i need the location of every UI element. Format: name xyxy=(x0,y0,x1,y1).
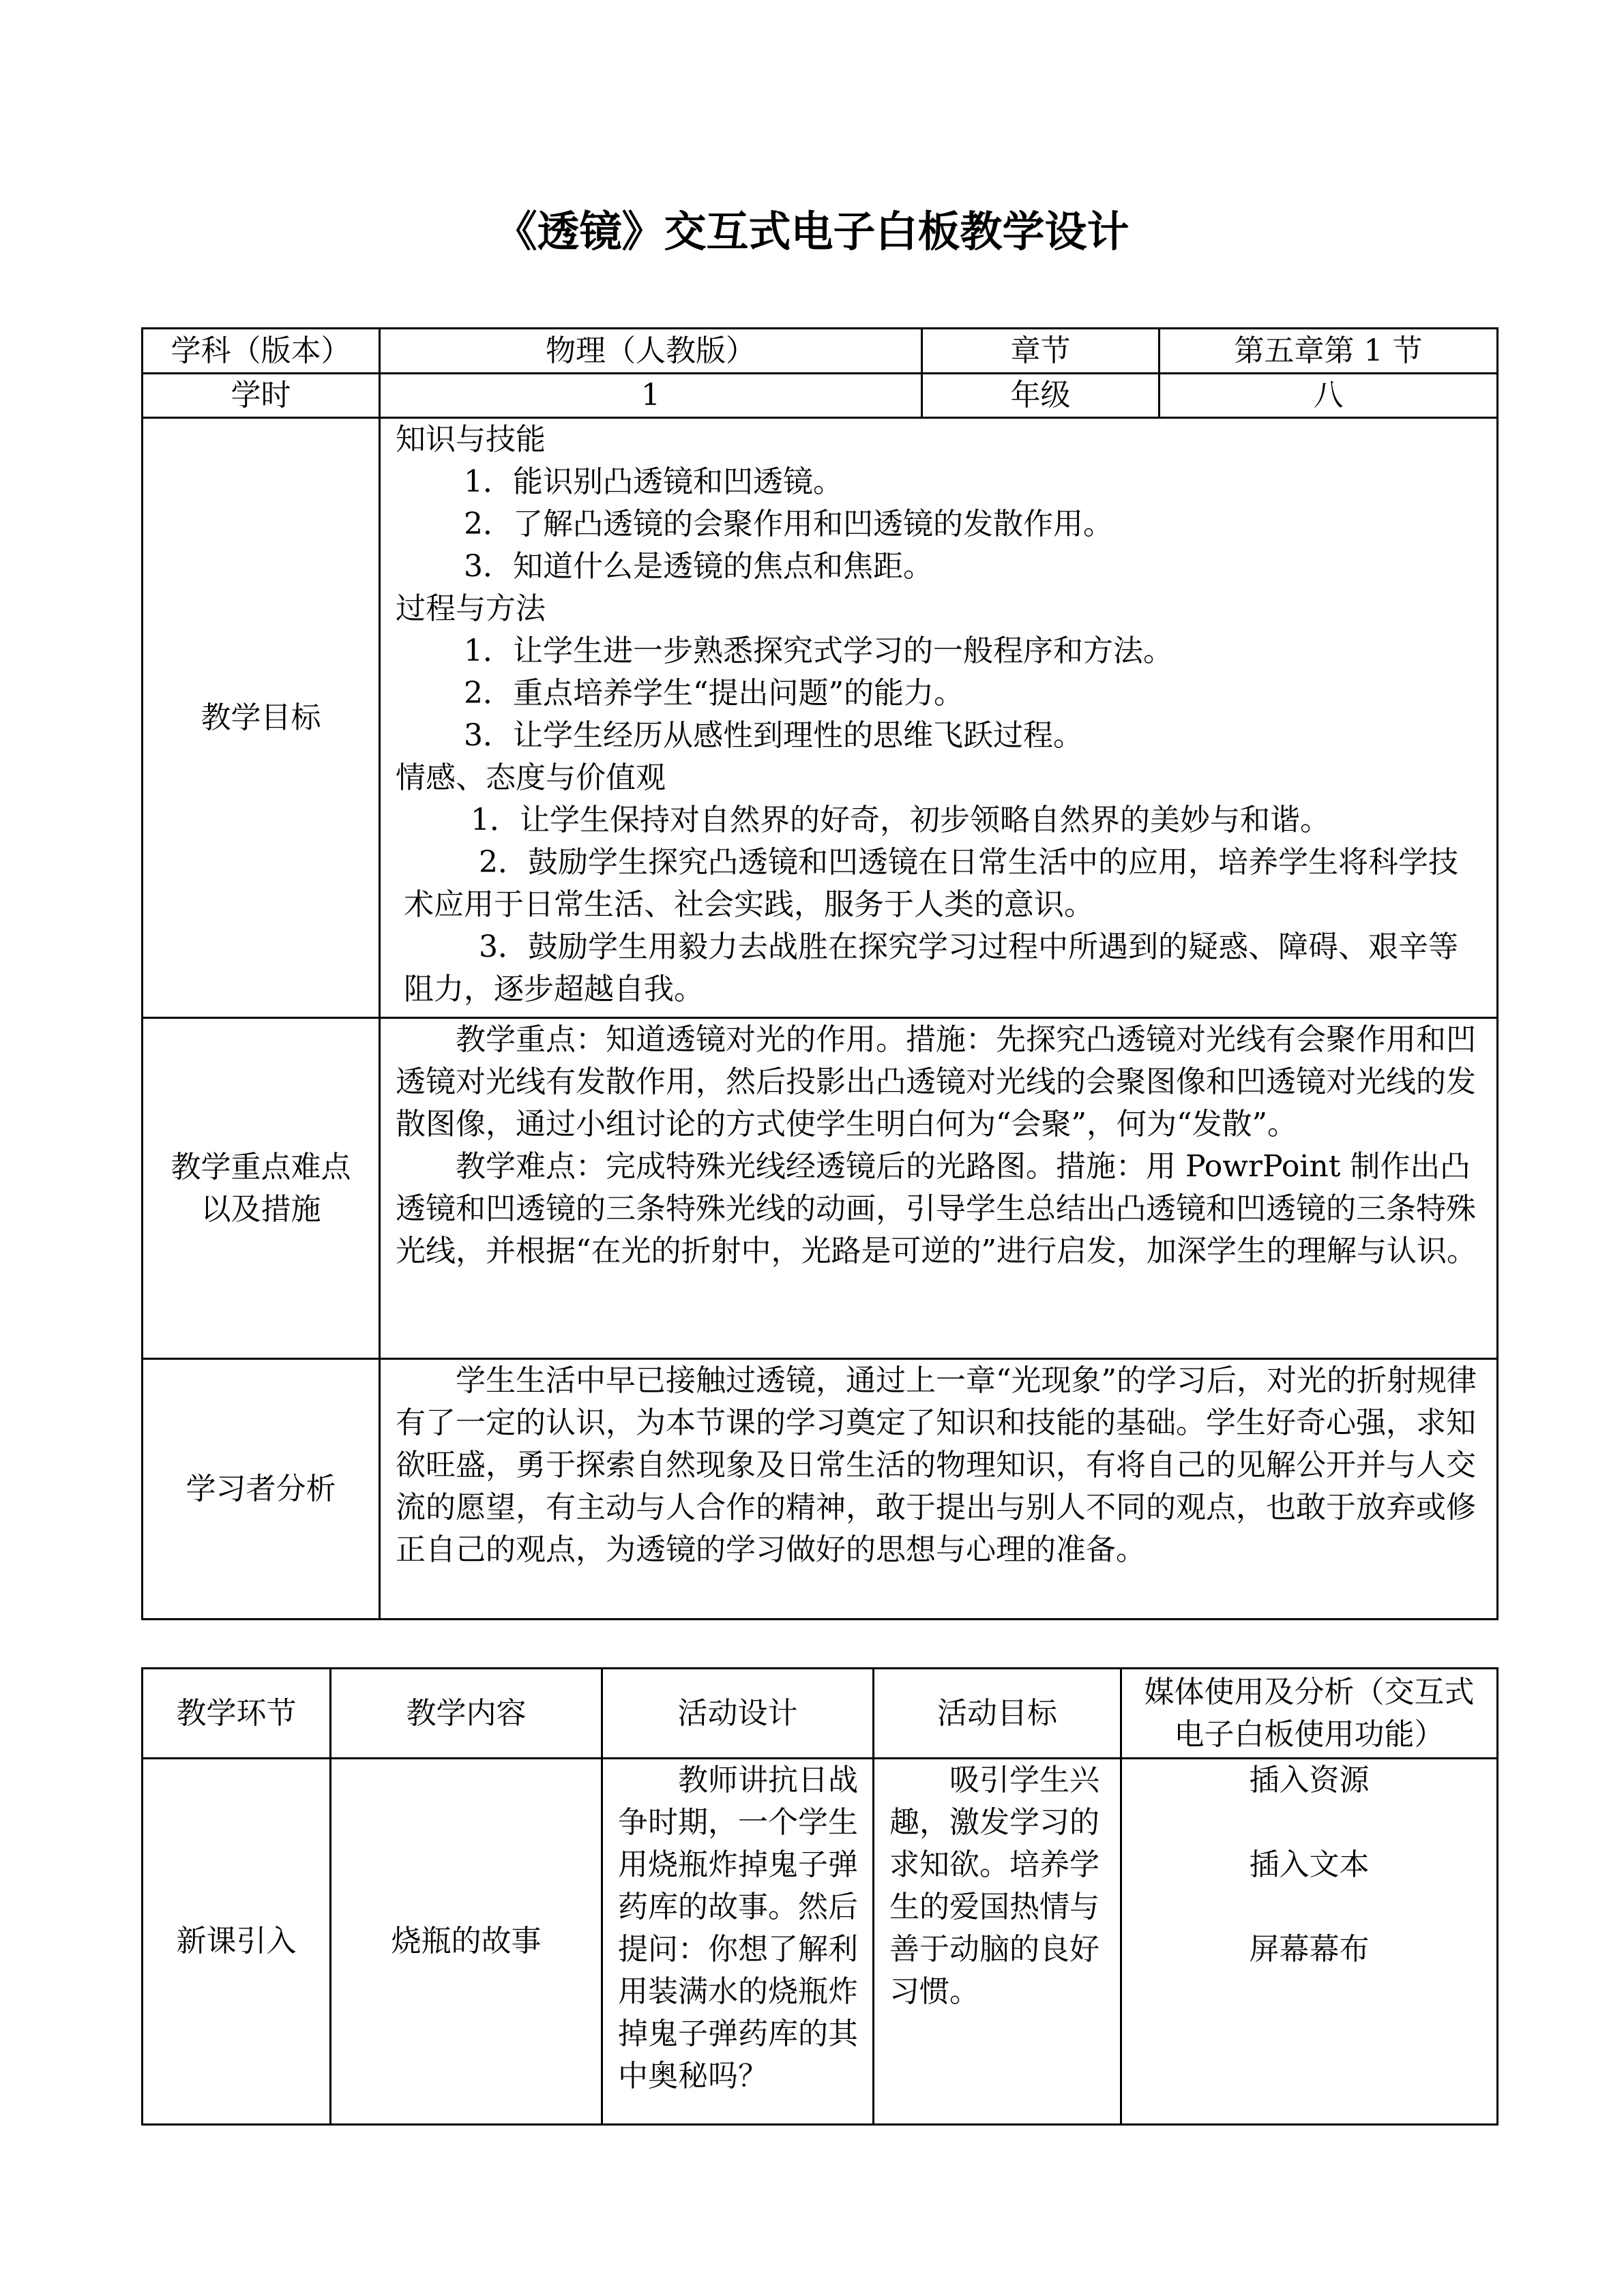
teaching-process-table xyxy=(141,1667,1498,2126)
content-cell: 烧瓶的故事 xyxy=(331,1759,602,2125)
page-title: 《透镜》交互式电子白板教学设计 xyxy=(494,207,1130,256)
header-goal: 活动目标 xyxy=(874,1669,1121,1759)
grade-label: 年级 xyxy=(922,374,1160,418)
media-item: 屏幕幕布 xyxy=(1249,1932,1370,1967)
activity-text: 教师讲抗日战争时期，一个学生用烧瓶炸掉鬼子弹药库的故事。然后提问：你想了解利用装满水的烧瓶炸掉鬼子弹药库的其中奥秘吗？ xyxy=(618,1763,858,2093)
header-media: 媒体使用及分析（交互式电子白板使用功能） xyxy=(1121,1669,1498,1759)
knowledge-item: 3．知道什么是透镜的焦点和焦距。 xyxy=(464,549,933,584)
keypoints-label xyxy=(143,1018,380,1359)
chapter-value: 第五章第 1 节 xyxy=(1160,329,1498,374)
goal-text: 吸引学生兴趣，激发学习的求知欲。培养学生的爱国热情与善于动脑的良好习惯。 xyxy=(889,1763,1099,2009)
stage-cell: 新课引入 xyxy=(143,1759,331,2125)
keypoints-cell xyxy=(380,1018,1498,1359)
emotion-item: 3．鼓励学生用毅力去战胜在探究学习过程中所遇到的疑惑、障碍、艰辛等阻力，逐步超越自我。 xyxy=(404,929,1458,1007)
emotion-item: 1．让学生保持对自然界的好奇，初步领略自然界的美妙与和谐。 xyxy=(471,803,1330,837)
emotion-item: 2．鼓励学生探究凸透镜和凹透镜在日常生活中的应用，培养学生将科学技术应用于日常生活、社会实践，服务于人类的意识。 xyxy=(404,845,1458,922)
difficulty-paragraph: 教学难点：完成特殊光线经透镜后的光路图。措施：用 PowrPoint 制作出凸透镜和凹透镜的三条特殊光线的动画，引导学生总结出凸透镜和凹透镜的三条特殊光线，并根据“在光的折射中，光路是可逆的”进行启发，加深学生的理解与认识。 xyxy=(396,1149,1477,1268)
objectives-label: 教学目标 xyxy=(143,418,380,1018)
hours-value: 1 xyxy=(380,374,922,418)
activity-cell xyxy=(602,1759,874,2125)
knowledge-heading: 知识与技能 xyxy=(396,422,546,457)
emotion-heading: 情感、态度与价值观 xyxy=(396,760,666,795)
learner-text: 学生生活中早已接触过透镜，通过上一章“光现象”的学习后，对光的折射规律有了一定的认识，为本节课的学习奠定了知识和技能的基础。学生好奇心强，求知欲旺盛，勇于探索自然现象及日常生活的物理知识，有将自己的见解公开并与人交流的愿望，有主动与人合作的精神，敢于提出与别人不同的观点，也敢于放弃或修正自己的观点，为透镜的学习做好的思想与心理的准备。 xyxy=(396,1363,1477,1567)
process-heading: 过程与方法 xyxy=(396,591,546,626)
header-stage: 教学环节 xyxy=(143,1669,331,1759)
goal-cell xyxy=(874,1759,1121,2125)
media-item: 插入文本 xyxy=(1249,1847,1370,1882)
hours-label: 学时 xyxy=(143,374,380,418)
process-item: 1．让学生进一步熟悉探究式学习的一般程序和方法。 xyxy=(464,633,1173,668)
course-info-table xyxy=(141,327,1498,1620)
keypoints-label-line: 以及措施 xyxy=(201,1191,321,1227)
subject-label: 学科（版本） xyxy=(143,329,380,374)
knowledge-item: 2．了解凸透镜的会聚作用和凹透镜的发散作用。 xyxy=(464,507,1113,541)
key-point-paragraph: 教学重点：知道透镜对光的作用。措施：先探究凸透镜对光线有会聚作用和凹透镜对光线有发散作用，然后投影出凸透镜对光线的会聚图像和凹透镜对光线的发散图像，通过小组讨论的方式使学生明白何为“会聚”，何为“发散”。 xyxy=(396,1022,1476,1142)
grade-value: 八 xyxy=(1160,374,1498,418)
header-content: 教学内容 xyxy=(331,1669,602,1759)
knowledge-item: 1．能识别凸透镜和凹透镜。 xyxy=(464,464,843,499)
process-item: 2．重点培养学生“提出问题”的能力。 xyxy=(464,676,964,711)
media-cell xyxy=(1121,1759,1498,2125)
media-item: 插入资源 xyxy=(1249,1763,1370,1798)
learner-label: 学习者分析 xyxy=(143,1359,380,1620)
header-activity: 活动设计 xyxy=(602,1669,874,1759)
keypoints-label-line: 教学重点难点 xyxy=(171,1149,351,1184)
chapter-label: 章节 xyxy=(922,329,1160,374)
objectives-cell xyxy=(380,418,1498,1018)
learner-analysis xyxy=(380,1359,1498,1620)
process-item: 3．让学生经历从感性到理性的思维飞跃过程。 xyxy=(464,718,1083,753)
subject-value: 物理（人教版） xyxy=(380,329,922,374)
